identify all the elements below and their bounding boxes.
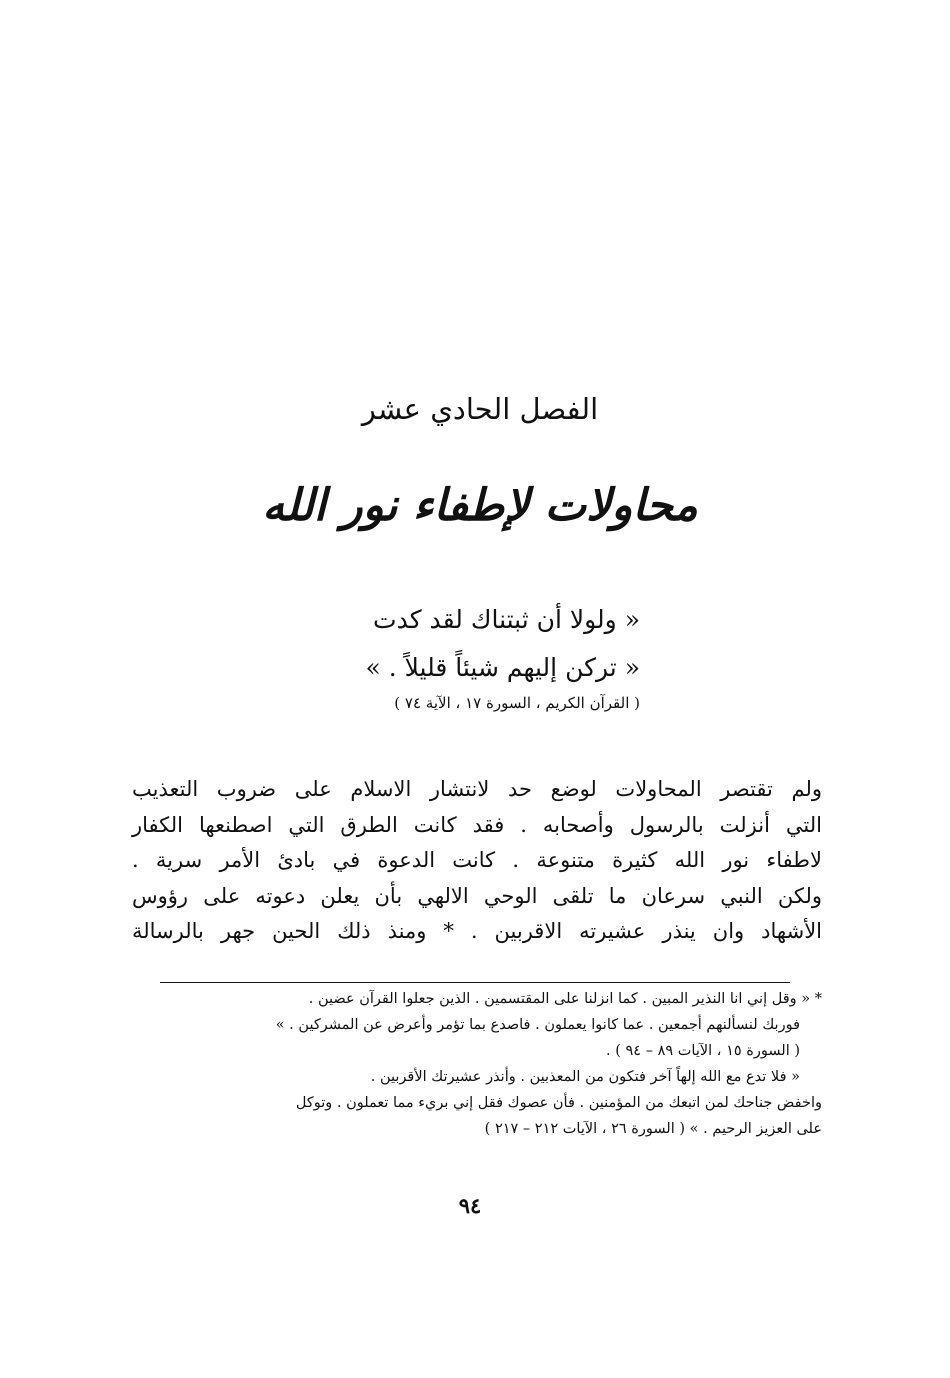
page-number: ٩٤	[458, 1193, 482, 1218]
body-line: ولم تقتصر المحاولات لوضع حد لانتشار الاسلام على ضروب التعذيب	[132, 777, 822, 801]
epigraph-line-1: « ولولا أن ثبتناك لقد كدت	[373, 605, 640, 634]
body-paragraph	[132, 772, 822, 950]
body-line: ولكن النبي سرعان ما تلقى الوحي الالهي بأن يعلن دعوته على رؤوس	[132, 883, 822, 908]
footnote-line: واخفض جناحك لمن اتبعك من المؤمنين . فأن عصوك فقل إني بريء مما تعملون . وتوكل	[295, 1095, 822, 1111]
footnotes	[132, 986, 822, 1142]
chapter-label: الفصل الحادي عشر	[361, 392, 599, 426]
footnote-line: فوربك لنسألنهم أجمعين . عما كانوا يعملون . فاصدع بما تؤمر وأعرض عن المشركين . »	[275, 1017, 800, 1033]
footnote-divider	[160, 982, 790, 983]
body-line: التي أنزلت بالرسول وأصحابه . فقد كانت الطرق التي اصطنعها الكفار	[132, 812, 822, 837]
body-line: الأشهاد وان ينذر عشيرته الاقربين . * ومنذ ذلك الحين جهر بالرسالة	[132, 919, 822, 943]
epigraph-source: ( القرآن الكريم ، السورة ١٧ ، الآية ٧٤ )	[394, 694, 640, 712]
footnote-line: * « وقل إني انا النذير المبين . كما انزلنا على المقتسمين . الذين جعلوا القرآن عضين .	[308, 991, 822, 1007]
chapter-title: محاولات لإطفاء نور الله	[262, 480, 698, 531]
footnote-line: « فلا تدع مع الله إلهاً آخر فتكون من المعذبين . وأنذر عشيرتك الأقربين .	[370, 1069, 800, 1085]
body-line: لاطفاء نور الله كثيرة متنوعة . كانت الدعوة في بادئ الأمر سرية .	[132, 848, 822, 872]
epigraph-line-2: « تركن إليهم شيئاً قليلاً . »	[365, 653, 640, 682]
footnote-line: ( السورة ١٥ ، الآيات ٨٩ – ٩٤ ) .	[606, 1043, 800, 1059]
epigraph-verse	[140, 596, 640, 692]
footnote-line: على العزيز الرحيم . » ( السورة ٢٦ ، الآيات ٢١٢ – ٢١٧ )	[484, 1121, 822, 1137]
